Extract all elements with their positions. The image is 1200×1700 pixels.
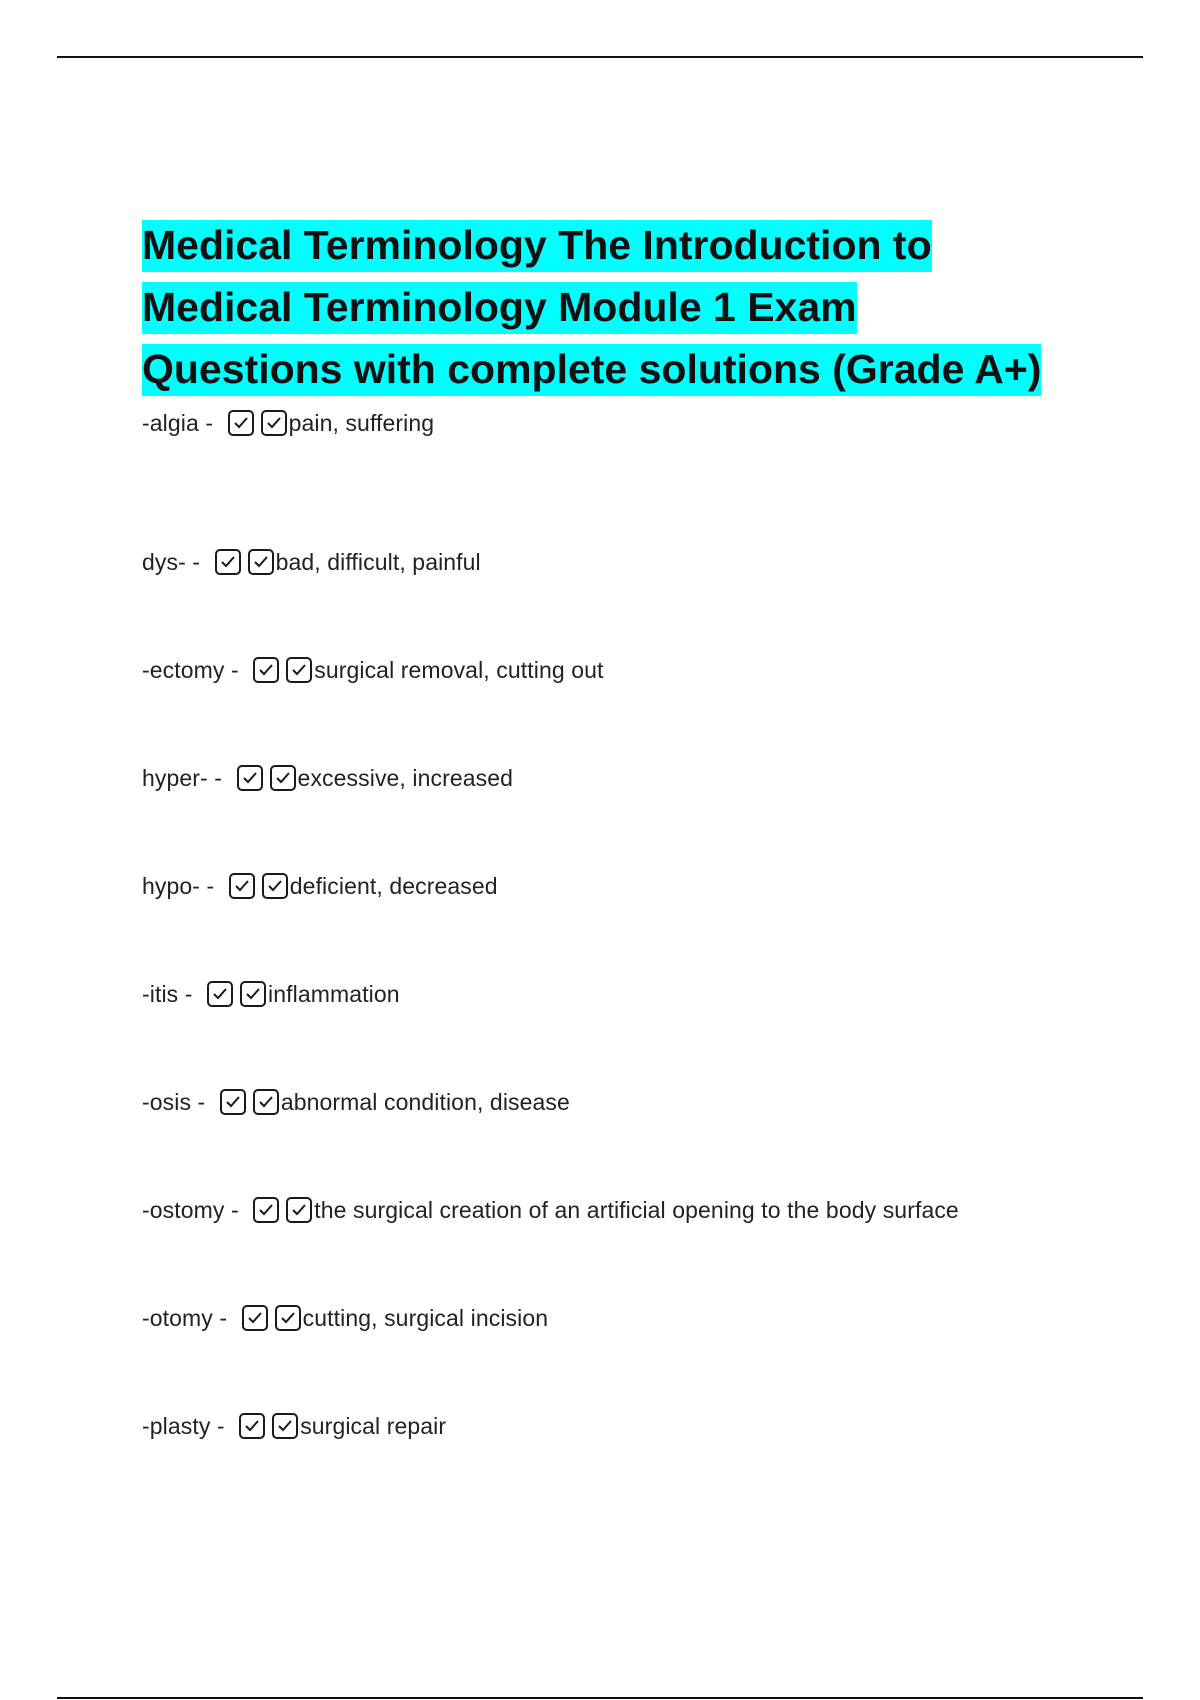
checkbox-checked-icon <box>261 410 287 436</box>
term-definition: the surgical creation of an artificial opening to the body surface <box>314 1196 959 1223</box>
term-item <box>142 400 1102 446</box>
checkbox-checked-icon <box>286 657 312 683</box>
term-definition: cutting, surgical incision <box>302 1304 549 1331</box>
title-line: Medical Terminology The Introduction to <box>142 220 932 272</box>
check-group <box>253 657 312 683</box>
term-item <box>142 940 1102 1048</box>
checkbox-checked-icon <box>275 1305 301 1331</box>
checkbox-checked-icon <box>207 981 233 1007</box>
check-group <box>215 549 274 575</box>
term-word: hyper- - <box>142 764 229 791</box>
term-definition: deficient, decreased <box>289 872 498 899</box>
term-item <box>142 616 1102 724</box>
term-item <box>142 1372 1102 1480</box>
checkbox-checked-icon <box>240 981 266 1007</box>
term-definition: excessive, increased <box>297 764 514 791</box>
checkbox-checked-icon <box>229 873 255 899</box>
term-word: hypo- - <box>142 872 221 899</box>
document-title <box>142 214 1102 400</box>
check-group <box>228 410 287 436</box>
checkbox-checked-icon <box>228 410 254 436</box>
checkbox-checked-icon <box>253 657 279 683</box>
term-word: dys- - <box>142 548 207 575</box>
title-line: Questions with complete solutions (Grade A+) <box>142 344 1041 396</box>
checkbox-checked-icon <box>253 1197 279 1223</box>
checkbox-checked-icon <box>242 1305 268 1331</box>
check-group <box>239 1413 298 1439</box>
term-list <box>142 400 1102 1480</box>
checkbox-checked-icon <box>239 1413 265 1439</box>
term-item <box>142 1048 1102 1156</box>
checkbox-checked-icon <box>215 549 241 575</box>
checkbox-checked-icon <box>272 1413 298 1439</box>
checkbox-checked-icon <box>237 765 263 791</box>
check-group <box>242 1305 301 1331</box>
checkbox-checked-icon <box>286 1197 312 1223</box>
term-definition: surgical removal, cutting out <box>314 656 604 683</box>
term-definition: surgical repair <box>300 1412 447 1439</box>
top-rule <box>57 56 1143 58</box>
term-word: -ostomy - <box>142 1196 246 1223</box>
term-word: -algia - <box>142 409 220 436</box>
check-group <box>207 981 266 1007</box>
term-definition: inflammation <box>268 980 400 1007</box>
term-definition: bad, difficult, painful <box>275 548 481 575</box>
checkbox-checked-icon <box>262 873 288 899</box>
term-definition: pain, suffering <box>288 409 435 436</box>
check-group <box>220 1089 279 1115</box>
title-line: Medical Terminology Module 1 Exam <box>142 282 857 334</box>
term-item <box>142 1264 1102 1372</box>
term-word: -ectomy - <box>142 656 246 683</box>
term-item <box>142 832 1102 940</box>
term-item <box>142 724 1102 832</box>
checkbox-checked-icon <box>220 1089 246 1115</box>
term-word: -plasty - <box>142 1412 232 1439</box>
term-item <box>142 508 1102 616</box>
checkbox-checked-icon <box>253 1089 279 1115</box>
bottom-rule <box>57 1697 1143 1699</box>
check-group <box>237 765 296 791</box>
check-group <box>253 1197 312 1223</box>
checkbox-checked-icon <box>248 549 274 575</box>
term-item <box>142 1156 1102 1264</box>
document-body <box>142 214 1102 1480</box>
term-word: -osis - <box>142 1088 212 1115</box>
term-definition: abnormal condition, disease <box>280 1088 570 1115</box>
term-word: -itis - <box>142 980 200 1007</box>
checkbox-checked-icon <box>270 765 296 791</box>
term-word: -otomy - <box>142 1304 234 1331</box>
check-group <box>229 873 288 899</box>
